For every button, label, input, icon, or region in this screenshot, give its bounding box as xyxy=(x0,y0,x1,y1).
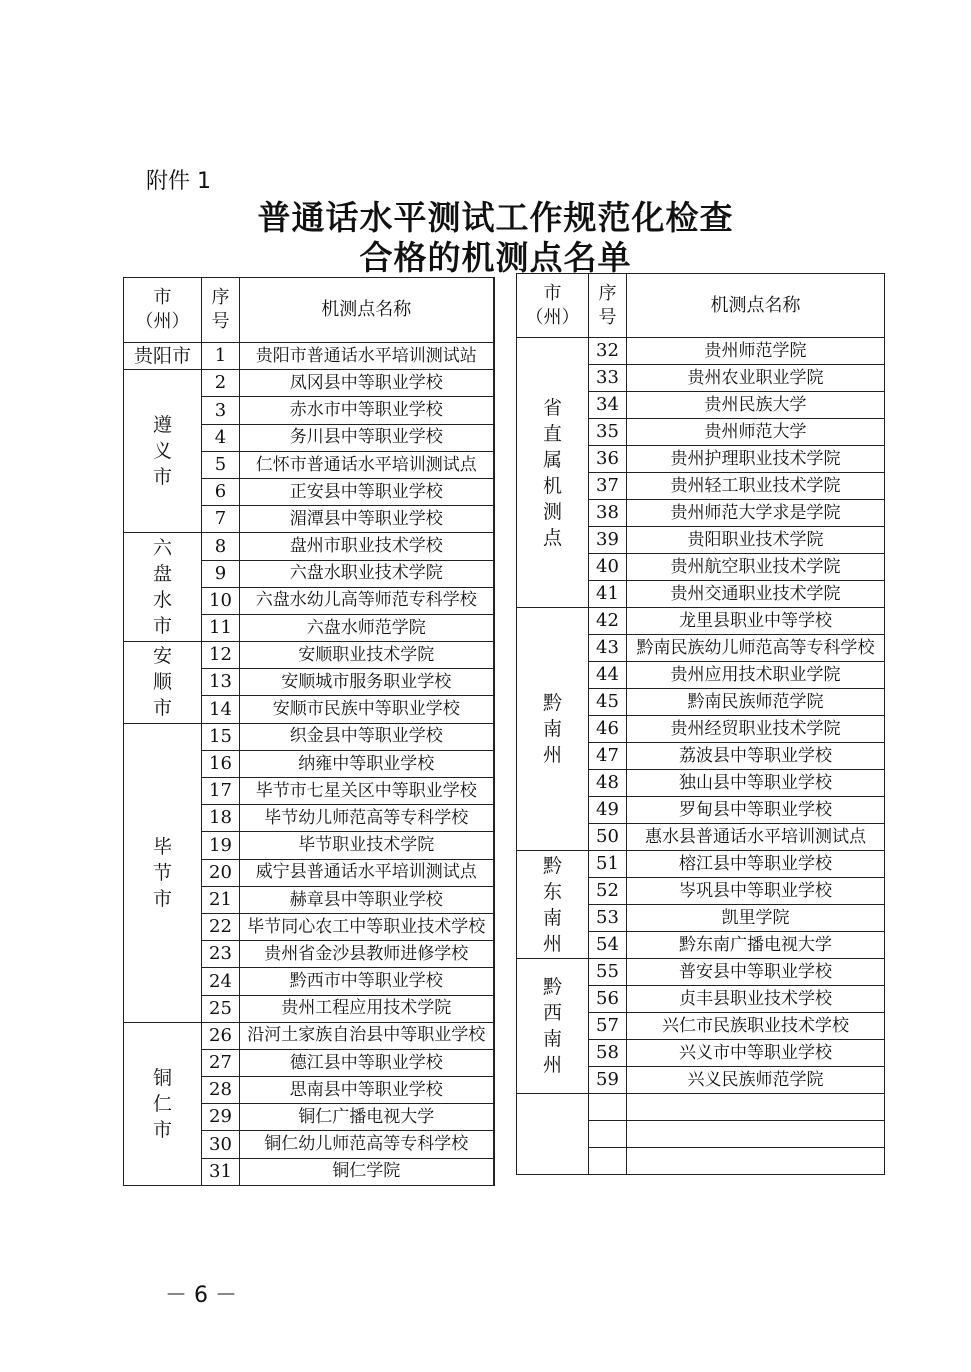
site-name-cell: 贵阳职业技术学院 xyxy=(627,527,885,554)
site-name-cell: 龙里县职业中等学校 xyxy=(627,608,885,635)
seq-cell: 11 xyxy=(202,614,240,641)
seq-cell: 56 xyxy=(589,986,627,1013)
site-name-cell: 铜仁幼儿师范高等专科学校 xyxy=(240,1131,494,1158)
city-cell xyxy=(124,370,202,533)
site-name-cell: 盘州市职业技术学校 xyxy=(240,533,494,560)
site-name-cell xyxy=(627,1148,885,1175)
city-cell xyxy=(124,343,202,370)
city-label: 六盘水市 xyxy=(152,537,172,638)
city-label: 遵义市 xyxy=(152,414,172,489)
seq-cell: 32 xyxy=(589,338,627,365)
site-name-cell: 赫章县中等职业学校 xyxy=(240,886,494,913)
site-name-cell: 贵阳市普通话水平培训测试站 xyxy=(240,343,494,370)
site-name-cell: 贵州护理职业技术学院 xyxy=(627,446,885,473)
header-city: 市 （州） xyxy=(124,278,202,343)
site-name-cell: 安顺城市服务职业学校 xyxy=(240,669,494,696)
seq-cell: 23 xyxy=(202,941,240,968)
seq-cell: 13 xyxy=(202,669,240,696)
seq-cell: 25 xyxy=(202,995,240,1022)
site-name-cell: 贵州轻工职业技术学院 xyxy=(627,473,885,500)
seq-cell: 21 xyxy=(202,886,240,913)
right-table xyxy=(516,273,885,1175)
table-row xyxy=(124,533,494,560)
left-table xyxy=(123,277,495,1186)
site-name-cell: 毕节市七星关区中等职业学校 xyxy=(240,778,494,805)
city-label: 省直属机测点 xyxy=(542,396,562,549)
site-name-cell: 贵州农业职业学院 xyxy=(627,365,885,392)
seq-cell: 51 xyxy=(589,851,627,878)
city-label: 黔西南州 xyxy=(542,976,562,1076)
seq-cell: 48 xyxy=(589,770,627,797)
seq-cell: 9 xyxy=(202,560,240,587)
site-name-cell: 罗甸县中等职业学校 xyxy=(627,797,885,824)
site-name-cell: 毕节职业技术学院 xyxy=(240,832,494,859)
document-title-line-1: 普通话水平测试工作规范化检查 xyxy=(257,198,734,237)
seq-cell: 53 xyxy=(589,905,627,932)
city-cell xyxy=(124,533,202,642)
table-row xyxy=(517,608,885,635)
city-cell xyxy=(517,608,589,851)
seq-cell: 50 xyxy=(589,824,627,851)
site-name-cell: 六盘水师范学院 xyxy=(240,614,494,641)
seq-cell: 10 xyxy=(202,587,240,614)
site-name-cell: 凤冈县中等职业学校 xyxy=(240,370,494,397)
city-label: 铜仁市 xyxy=(152,1066,172,1141)
site-name-cell: 湄潭县中等职业学校 xyxy=(240,506,494,533)
table-row xyxy=(517,851,885,878)
seq-cell: 40 xyxy=(589,554,627,581)
site-name-cell: 黔南民族师范学院 xyxy=(627,689,885,716)
site-name-cell: 贵州省金沙县教师进修学校 xyxy=(240,941,494,968)
site-name-cell: 黔南民族幼儿师范高等专科学校 xyxy=(627,635,885,662)
seq-cell: 19 xyxy=(202,832,240,859)
site-name-cell: 安顺市民族中等职业学校 xyxy=(240,696,494,723)
site-name-cell: 独山县中等职业学校 xyxy=(627,770,885,797)
seq-cell: 14 xyxy=(202,696,240,723)
seq-cell: 29 xyxy=(202,1104,240,1131)
table-row xyxy=(124,370,494,397)
site-name-cell: 铜仁学院 xyxy=(240,1158,494,1185)
site-name-cell: 思南县中等职业学校 xyxy=(240,1077,494,1104)
site-name-cell: 黔东南广播电视大学 xyxy=(627,932,885,959)
site-name-cell: 六盘水幼儿高等师范专科学校 xyxy=(240,587,494,614)
city-cell xyxy=(124,642,202,724)
seq-cell: 24 xyxy=(202,968,240,995)
site-name-cell: 正安县中等职业学校 xyxy=(240,478,494,505)
seq-cell: 59 xyxy=(589,1067,627,1094)
seq-cell: 15 xyxy=(202,723,240,750)
seq-cell: 55 xyxy=(589,959,627,986)
seq-cell: 30 xyxy=(202,1131,240,1158)
header-seq: 序 号 xyxy=(202,278,240,343)
seq-cell: 18 xyxy=(202,805,240,832)
city-cell xyxy=(517,338,589,608)
site-name-cell: 安顺职业技术学院 xyxy=(240,642,494,669)
seq-cell: 34 xyxy=(589,392,627,419)
city-label: 黔东南州 xyxy=(542,854,562,955)
header-name: 机测点名称 xyxy=(240,278,494,343)
table-row xyxy=(517,1094,885,1121)
seq-cell: 5 xyxy=(202,451,240,478)
seq-cell: 38 xyxy=(589,500,627,527)
site-name-cell: 兴义民族师范学院 xyxy=(627,1067,885,1094)
seq-cell: 31 xyxy=(202,1158,240,1185)
seq-cell: 37 xyxy=(589,473,627,500)
site-name-cell: 兴义市中等职业学校 xyxy=(627,1040,885,1067)
seq-cell: 33 xyxy=(589,365,627,392)
site-name-cell: 务川县中等职业学校 xyxy=(240,424,494,451)
seq-cell: 3 xyxy=(202,397,240,424)
seq-cell: 27 xyxy=(202,1049,240,1076)
site-name-cell: 毕节同心农工中等职业技术学校 xyxy=(240,913,494,940)
seq-cell: 16 xyxy=(202,750,240,777)
city-cell xyxy=(517,959,589,1094)
city-label: 贵阳市 xyxy=(133,345,191,368)
seq-cell: 43 xyxy=(589,635,627,662)
attachment-label: 附件 1 xyxy=(146,169,211,194)
site-name-cell: 铜仁广播电视大学 xyxy=(240,1104,494,1131)
seq-cell: 44 xyxy=(589,662,627,689)
table-row xyxy=(124,1022,494,1049)
seq-cell: 57 xyxy=(589,1013,627,1040)
document-title-line-2: 合格的机测点名单 xyxy=(359,238,632,277)
seq-cell: 49 xyxy=(589,797,627,824)
header-city: 市 （州） xyxy=(517,274,589,338)
city-cell xyxy=(517,851,589,959)
table-row xyxy=(517,338,885,365)
header-seq: 序 号 xyxy=(589,274,627,338)
site-name-cell: 仁怀市普通话水平培训测试点 xyxy=(240,451,494,478)
site-name-cell: 贞丰县职业技术学校 xyxy=(627,986,885,1013)
site-name-cell xyxy=(627,1121,885,1148)
site-name-cell: 惠水县普通话水平培训测试点 xyxy=(627,824,885,851)
seq-cell: 36 xyxy=(589,446,627,473)
site-name-cell: 六盘水职业技术学院 xyxy=(240,560,494,587)
seq-cell: 7 xyxy=(202,506,240,533)
seq-cell: 47 xyxy=(589,743,627,770)
seq-cell: 52 xyxy=(589,878,627,905)
seq-cell: 2 xyxy=(202,370,240,397)
site-name-cell: 榕江县中等职业学校 xyxy=(627,851,885,878)
city-cell xyxy=(517,1094,589,1175)
site-name-cell: 贵州工程应用技术学院 xyxy=(240,995,494,1022)
site-name-cell: 黔西市中等职业学校 xyxy=(240,968,494,995)
seq-cell xyxy=(589,1121,627,1148)
site-name-cell: 贵州师范大学 xyxy=(627,419,885,446)
seq-cell: 58 xyxy=(589,1040,627,1067)
site-name-cell: 兴仁市民族职业技术学校 xyxy=(627,1013,885,1040)
site-name-cell: 德江县中等职业学校 xyxy=(240,1049,494,1076)
seq-cell: 54 xyxy=(589,932,627,959)
seq-cell xyxy=(589,1148,627,1175)
seq-cell: 35 xyxy=(589,419,627,446)
seq-cell: 17 xyxy=(202,778,240,805)
header-name: 机测点名称 xyxy=(627,274,885,338)
city-cell xyxy=(124,1022,202,1185)
seq-cell: 12 xyxy=(202,642,240,669)
site-name-cell: 毕节幼儿师范高等专科学校 xyxy=(240,805,494,832)
site-name-cell: 贵州交通职业技术学院 xyxy=(627,581,885,608)
city-label: 安顺市 xyxy=(152,645,172,720)
seq-cell: 8 xyxy=(202,533,240,560)
table-row xyxy=(124,343,494,370)
seq-cell: 6 xyxy=(202,478,240,505)
site-name-cell: 岑巩县中等职业学校 xyxy=(627,878,885,905)
site-name-cell: 贵州师范大学求是学院 xyxy=(627,500,885,527)
page-number: － 6 － xyxy=(165,1283,237,1308)
city-cell xyxy=(124,723,202,1022)
site-name-cell: 凯里学院 xyxy=(627,905,885,932)
seq-cell: 42 xyxy=(589,608,627,635)
seq-cell: 41 xyxy=(589,581,627,608)
site-name-cell: 贵州师范学院 xyxy=(627,338,885,365)
seq-cell: 45 xyxy=(589,689,627,716)
site-name-cell: 沿河土家族自治县中等职业学校 xyxy=(240,1022,494,1049)
site-name-cell: 贵州民族大学 xyxy=(627,392,885,419)
site-name-cell: 纳雍中等职业学校 xyxy=(240,750,494,777)
site-name-cell: 贵州航空职业技术学院 xyxy=(627,554,885,581)
table-row xyxy=(517,959,885,986)
site-name-cell xyxy=(627,1094,885,1121)
site-name-cell: 贵州应用技术职业学院 xyxy=(627,662,885,689)
table-row xyxy=(124,723,494,750)
seq-cell xyxy=(589,1094,627,1121)
city-label: 毕节市 xyxy=(152,835,172,910)
site-name-cell: 普安县中等职业学校 xyxy=(627,959,885,986)
city-label: 黔南州 xyxy=(542,692,562,766)
site-name-cell: 威宁县普通话水平培训测试点 xyxy=(240,859,494,886)
seq-cell: 39 xyxy=(589,527,627,554)
site-name-cell: 赤水市中等职业学校 xyxy=(240,397,494,424)
seq-cell: 26 xyxy=(202,1022,240,1049)
site-name-cell: 贵州经贸职业技术学院 xyxy=(627,716,885,743)
site-name-cell: 织金县中等职业学校 xyxy=(240,723,494,750)
seq-cell: 1 xyxy=(202,343,240,370)
seq-cell: 20 xyxy=(202,859,240,886)
seq-cell: 46 xyxy=(589,716,627,743)
table-row xyxy=(124,642,494,669)
seq-cell: 28 xyxy=(202,1077,240,1104)
seq-cell: 22 xyxy=(202,913,240,940)
seq-cell: 4 xyxy=(202,424,240,451)
site-name-cell: 荔波县中等职业学校 xyxy=(627,743,885,770)
